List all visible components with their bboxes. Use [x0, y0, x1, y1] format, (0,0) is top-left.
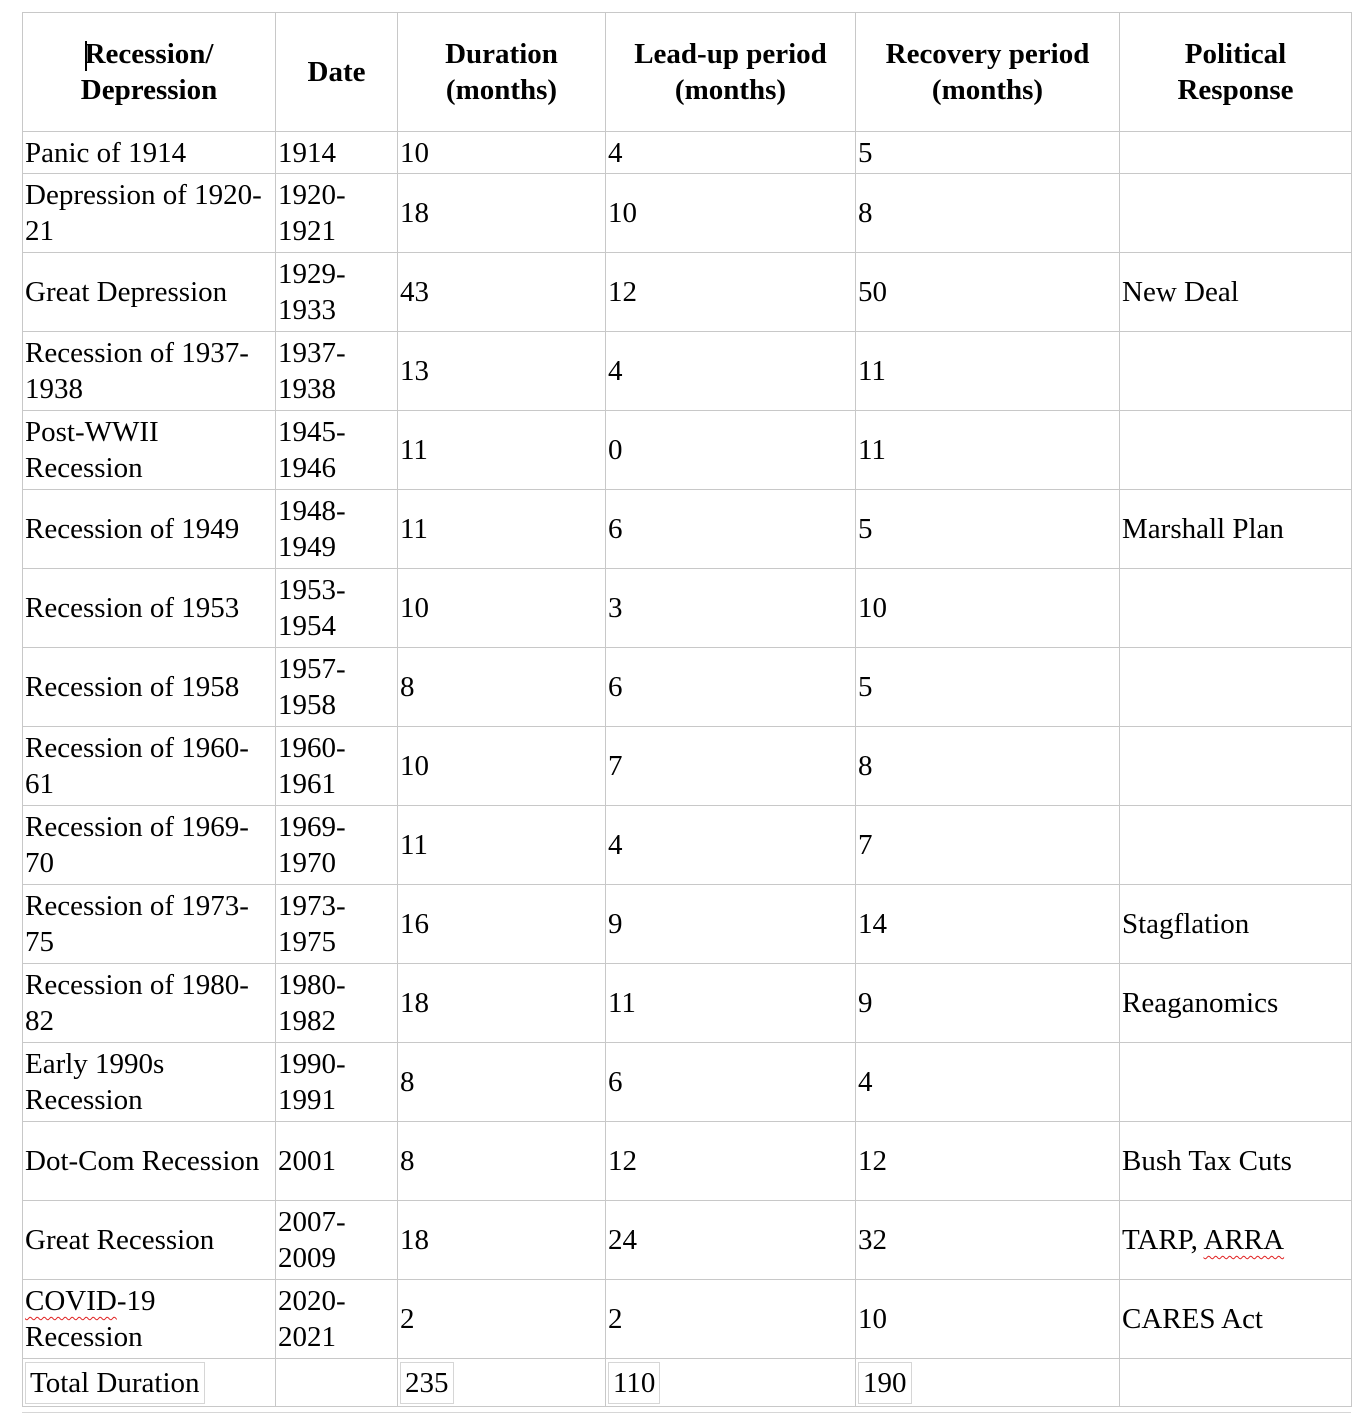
cell-date[interactable]: 2007-2009: [276, 1201, 398, 1280]
cell-leadup[interactable]: 7: [606, 727, 856, 806]
spellcheck-flag: COVID: [25, 1285, 117, 1317]
cell-leadup[interactable]: 9: [606, 885, 856, 964]
spellcheck-flag: ARRA: [1203, 1224, 1285, 1256]
table-row: [23, 727, 1352, 806]
cell-leadup[interactable]: 10: [606, 174, 856, 253]
recession-table: [22, 12, 1352, 1407]
cell-response[interactable]: [1120, 727, 1352, 806]
cell-response[interactable]: [1120, 806, 1352, 885]
cell-recovery[interactable]: 10: [856, 569, 1120, 648]
cell-date[interactable]: 1973-1975: [276, 885, 398, 964]
table-bottom-border: [22, 1412, 1351, 1413]
header-political[interactable]: Political Response: [1120, 13, 1352, 132]
cell-date[interactable]: 1953-1954: [276, 569, 398, 648]
cell-name[interactable]: Depression of 1920-21: [23, 174, 276, 253]
cell-name[interactable]: Recession of 1949: [23, 490, 276, 569]
total-date-cell[interactable]: [276, 1359, 398, 1407]
cell-leadup[interactable]: 24: [606, 1201, 856, 1280]
cell-duration[interactable]: 43: [398, 253, 606, 332]
cell-duration[interactable]: 18: [398, 964, 606, 1043]
cell-name[interactable]: COVID-19 Recession: [23, 1280, 276, 1359]
total-leadup: 110: [608, 1362, 660, 1404]
cell-recovery[interactable]: 11: [856, 411, 1120, 490]
cell-duration[interactable]: 8: [398, 1043, 606, 1122]
total-leadup-cell[interactable]: [606, 1359, 856, 1407]
header-date[interactable]: Date: [276, 13, 398, 132]
total-recovery: 190: [858, 1362, 912, 1404]
total-label: Total Duration: [25, 1362, 205, 1404]
cell-date[interactable]: 1990-1991: [276, 1043, 398, 1122]
cell-name[interactable]: Great Depression: [23, 253, 276, 332]
cell-duration[interactable]: 10: [398, 132, 606, 174]
table-row: [23, 648, 1352, 727]
cell-recovery[interactable]: 5: [856, 648, 1120, 727]
cell-leadup[interactable]: 0: [606, 411, 856, 490]
cell-duration[interactable]: 10: [398, 727, 606, 806]
cell-response[interactable]: [1120, 648, 1352, 727]
cell-leadup[interactable]: 6: [606, 490, 856, 569]
cell-leadup[interactable]: 3: [606, 569, 856, 648]
table-row: [23, 1043, 1352, 1122]
cell-leadup[interactable]: 6: [606, 648, 856, 727]
cell-leadup[interactable]: 12: [606, 253, 856, 332]
header-duration[interactable]: Duration (months): [398, 13, 606, 132]
cell-date[interactable]: 2020-2021: [276, 1280, 398, 1359]
cell-response[interactable]: New Deal: [1120, 253, 1352, 332]
cell-date[interactable]: 2001: [276, 1122, 398, 1201]
cell-duration[interactable]: 18: [398, 174, 606, 253]
cell-name[interactable]: Great Recession: [23, 1201, 276, 1280]
cell-duration[interactable]: 10: [398, 569, 606, 648]
cell-date[interactable]: 1957-1958: [276, 648, 398, 727]
cell-recovery[interactable]: 5: [856, 132, 1120, 174]
cell-date[interactable]: 1945-1946: [276, 411, 398, 490]
cell-duration[interactable]: 13: [398, 332, 606, 411]
cell-name[interactable]: Post-WWII Recession: [23, 411, 276, 490]
total-duration-cell[interactable]: [398, 1359, 606, 1407]
cell-leadup[interactable]: 4: [606, 806, 856, 885]
cell-leadup[interactable]: 4: [606, 132, 856, 174]
table-row: [23, 132, 1352, 174]
table-row: [23, 332, 1352, 411]
cell-response[interactable]: [1120, 132, 1352, 174]
header-leadup[interactable]: Lead-up period (months): [606, 13, 856, 132]
cell-recovery[interactable]: 32: [856, 1201, 1120, 1280]
cell-leadup[interactable]: 6: [606, 1043, 856, 1122]
total-duration: 235: [400, 1362, 454, 1404]
cell-response[interactable]: [1120, 569, 1352, 648]
cell-date[interactable]: 1969-1970: [276, 806, 398, 885]
header-recession[interactable]: Recession/ Depression: [23, 13, 276, 132]
cell-response[interactable]: [1120, 174, 1352, 253]
header-recovery[interactable]: Recovery period (months): [856, 13, 1120, 132]
cell-date[interactable]: 1920-1921: [276, 174, 398, 253]
cell-leadup[interactable]: 12: [606, 1122, 856, 1201]
cell-leadup[interactable]: 2: [606, 1280, 856, 1359]
total-label-cell[interactable]: [23, 1359, 276, 1407]
cell-response[interactable]: Stagflation: [1120, 885, 1352, 964]
cell-date[interactable]: 1960-1961: [276, 727, 398, 806]
cell-name[interactable]: Recession of 1953: [23, 569, 276, 648]
cell-recovery[interactable]: 9: [856, 964, 1120, 1043]
table-row: [23, 885, 1352, 964]
cell-recovery[interactable]: 12: [856, 1122, 1120, 1201]
cell-duration[interactable]: 8: [398, 1122, 606, 1201]
cell-name[interactable]: Recession of 1958: [23, 648, 276, 727]
table-row: [23, 174, 1352, 253]
cell-response[interactable]: [1120, 332, 1352, 411]
cell-recovery[interactable]: 4: [856, 1043, 1120, 1122]
cell-response[interactable]: TARP, ARRA: [1120, 1201, 1352, 1280]
total-row: [23, 1359, 1352, 1407]
cell-response[interactable]: [1120, 1043, 1352, 1122]
cell-date[interactable]: 1937-1938: [276, 332, 398, 411]
cell-duration[interactable]: 16: [398, 885, 606, 964]
cell-recovery[interactable]: 5: [856, 490, 1120, 569]
cell-response[interactable]: Bush Tax Cuts: [1120, 1122, 1352, 1201]
cell-duration[interactable]: 11: [398, 806, 606, 885]
table-row: [23, 569, 1352, 648]
cell-date[interactable]: 1929-1933: [276, 253, 398, 332]
cell-date[interactable]: 1980-1982: [276, 964, 398, 1043]
cell-leadup[interactable]: 4: [606, 332, 856, 411]
header-row: [23, 13, 1352, 132]
cell-leadup[interactable]: 11: [606, 964, 856, 1043]
cell-duration[interactable]: 8: [398, 648, 606, 727]
table-body: [23, 132, 1352, 1359]
cell-name[interactable]: Recession of 1973-75: [23, 885, 276, 964]
cell-name[interactable]: Recession of 1980-82: [23, 964, 276, 1043]
table-row: [23, 411, 1352, 490]
cell-response[interactable]: CARES Act: [1120, 1280, 1352, 1359]
cell-name[interactable]: Recession of 1969-70: [23, 806, 276, 885]
cell-duration[interactable]: 11: [398, 490, 606, 569]
cell-name[interactable]: Panic of 1914: [23, 132, 276, 174]
table-row: [23, 490, 1352, 569]
cell-recovery[interactable]: 50: [856, 253, 1120, 332]
cell-recovery[interactable]: 14: [856, 885, 1120, 964]
cell-response[interactable]: [1120, 411, 1352, 490]
cell-duration[interactable]: 2: [398, 1280, 606, 1359]
cell-response[interactable]: Reaganomics: [1120, 964, 1352, 1043]
cell-recovery[interactable]: 8: [856, 727, 1120, 806]
table-row: [23, 1122, 1352, 1201]
total-recovery-cell[interactable]: [856, 1359, 1120, 1407]
table-row: [23, 806, 1352, 885]
cell-duration[interactable]: 11: [398, 411, 606, 490]
cell-recovery[interactable]: 7: [856, 806, 1120, 885]
cell-name[interactable]: Early 1990s Recession: [23, 1043, 276, 1122]
table-row: [23, 1201, 1352, 1280]
cell-date[interactable]: 1948-1949: [276, 490, 398, 569]
cell-recovery[interactable]: 8: [856, 174, 1120, 253]
total-political-cell[interactable]: [1120, 1359, 1352, 1407]
cell-response[interactable]: Marshall Plan: [1120, 490, 1352, 569]
table-row: [23, 253, 1352, 332]
table-row: [23, 964, 1352, 1043]
cell-recovery[interactable]: 10: [856, 1280, 1120, 1359]
cell-name[interactable]: Recession of 1960-61: [23, 727, 276, 806]
cell-name[interactable]: Dot-Com Recession: [23, 1122, 276, 1201]
table-row: [23, 1280, 1352, 1359]
cell-date[interactable]: 1914: [276, 132, 398, 174]
cell-recovery[interactable]: 11: [856, 332, 1120, 411]
cell-name[interactable]: Recession of 1937-1938: [23, 332, 276, 411]
cell-duration[interactable]: 18: [398, 1201, 606, 1280]
